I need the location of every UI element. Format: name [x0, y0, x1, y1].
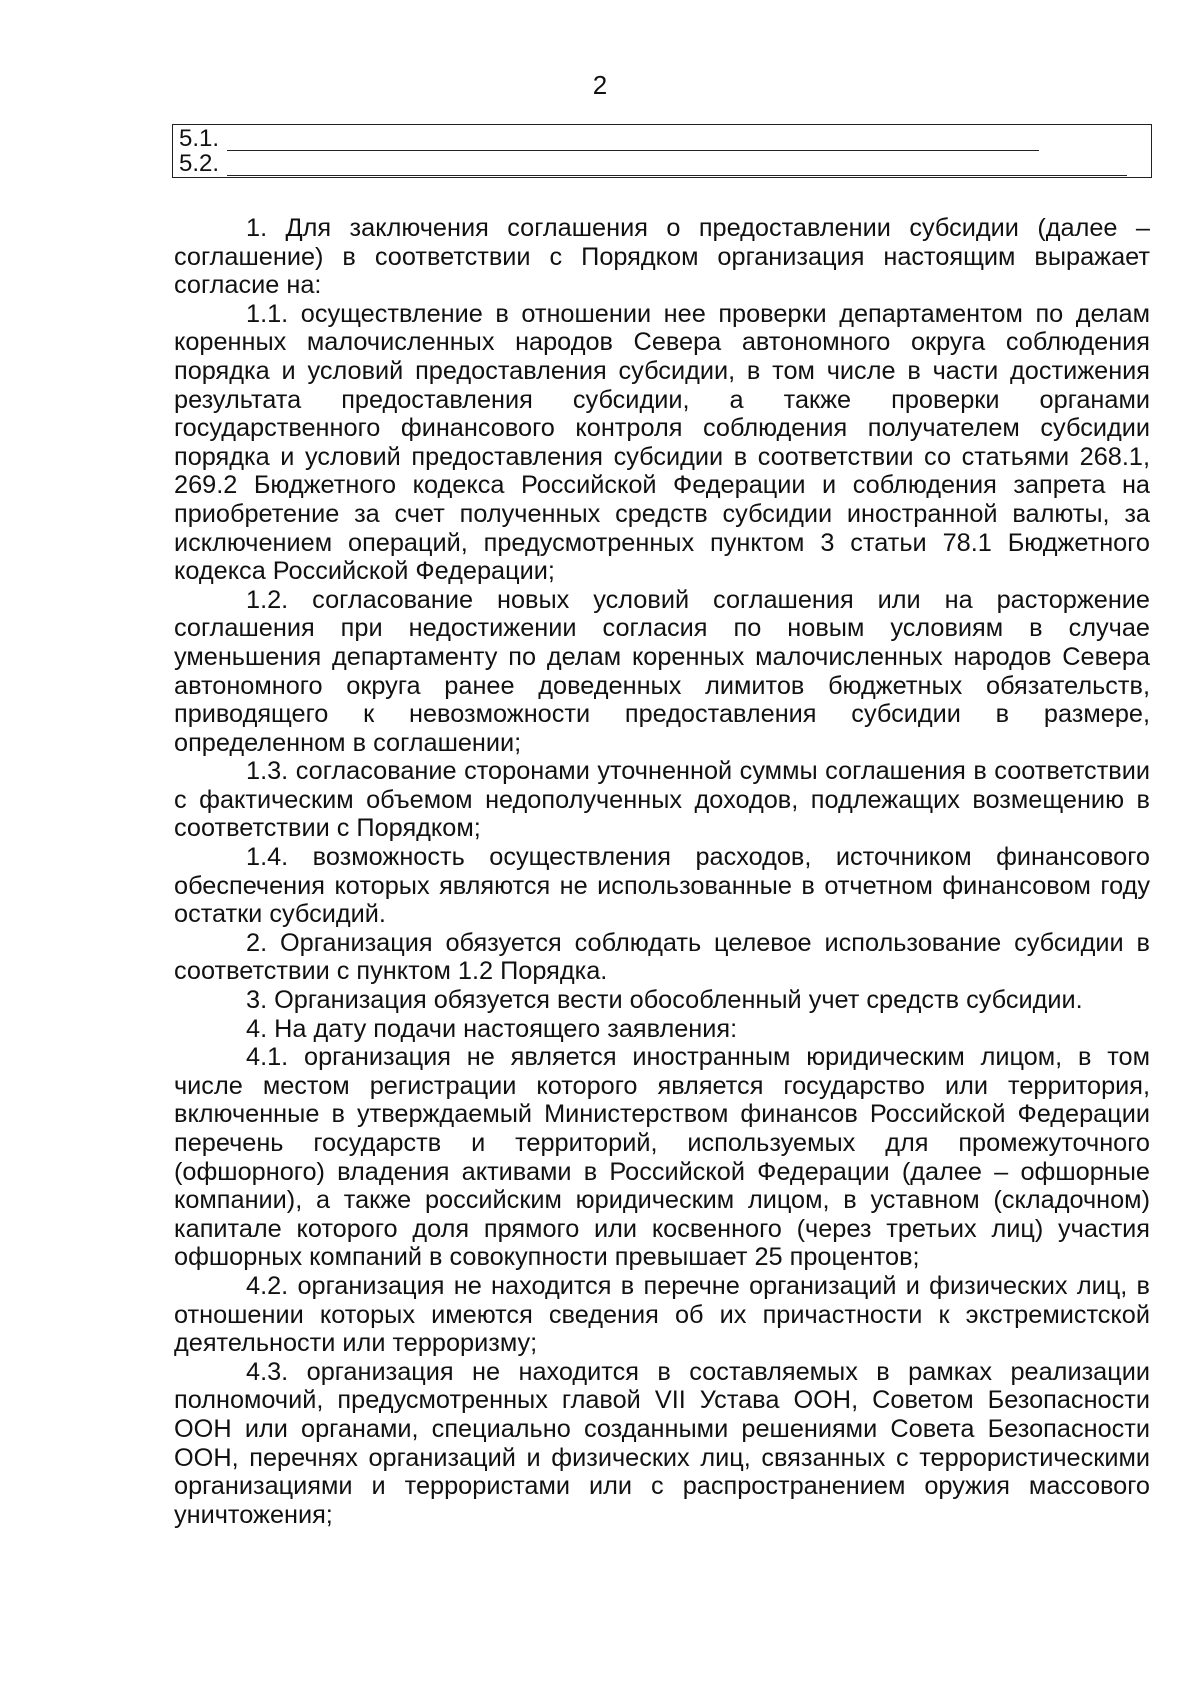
- page-number: 2: [592, 70, 608, 100]
- paragraph-4-1: 4.1. организация не является иностранным юридическим лицом, в том числе местом регистрации которого является государство или территория, включенные в утверждаемый Министерством финансов Российской Федерации перечень государств и территорий, используемых для промежуточного (офшорного) владения активами в Российской Федерации (далее – офшорные компании), а также российским юридическим лицом, в уставном (складочном) капитале которого доля прямого или косвенного (через третьих лиц) участия офшорных компаний в совокупности превышает 25 процентов;: [174, 1043, 1150, 1272]
- paragraph-1-4: 1.4. возможность осуществления расходов, источником финансового обеспечения которых являются не использованные в отчетном финансовом году остатки субсидий.: [174, 843, 1150, 929]
- paragraph-2: 2. Организация обязуется соблюдать целевое использование субсидии в соответствии с пунктом 1.2 Порядка.: [174, 928, 1150, 986]
- paragraph-4: 4. На дату подачи настоящего заявления:: [246, 1014, 738, 1043]
- paragraph-1: 1. Для заключения соглашения о предоставлении субсидии (далее – соглашение) в соответствии с Порядком организация настоящим выражает согласие на:: [174, 214, 1150, 300]
- fill-line-5-1: [179, 126, 1143, 151]
- fill-in-box: [172, 124, 1152, 178]
- paragraph-1-1: 1.1. осуществление в отношении нее проверки департаментом по делам коренных малочисленных народов Севера автономного округа соблюдения порядка и условий предоставления субсидии, в том числе в части достижения результата предоставления субсидии, а также проверки органами государственного финансового контроля соблюдения получателем субсидии порядка и условий предоставления субсидии в соответствии со статьями 268.1, 269.2 Бюджетного кодекса Российской Федерации и соблюдения запрета на приобретение за счет полученных средств субсидии иностранной валюты, за исключением операций, предусмотренных пунктом 3 статьи 78.1 Бюджетного кодекса Российской Федерации;: [174, 299, 1150, 586]
- fill-line-5-2: [179, 151, 1143, 176]
- paragraph-1-3: 1.3. согласование сторонами уточненной суммы соглашения в соответствии с фактическим объемом недополученных доходов, подлежащих возмещению в соответствии с Порядком;: [174, 757, 1150, 843]
- fill-blank-line[interactable]: [227, 156, 1127, 176]
- paragraph-1-2: 1.2. согласование новых условий соглашения или на расторжение соглашения при недостижении согласия по новым условиям в случае уменьшения департаменту по делам коренных малочисленных народов Севера автономного округа ранее доведенных лимитов бюджетных обязательств, приводящего к невозможности предоставления субсидии в размере, определенном в соглашении;: [174, 585, 1150, 757]
- fill-line-label: 5.1.: [179, 125, 220, 152]
- fill-blank-line[interactable]: [227, 131, 1039, 151]
- document-body: [174, 214, 1150, 1529]
- paragraph-4-3: 4.3. организация не находится в составляемых в рамках реализации полномочий, предусмотренных главой VII Устава ООН, Советом Безопасности ООН или органами, специально созданными решениями Совета Безопасности ООН, перечнях организаций и физических лиц, связанных с террористическими организациями и террористами или с распространением оружия массового уничтожения;: [174, 1357, 1150, 1529]
- paragraph-3: 3. Организация обязуется вести обособленный учет средств субсидии.: [246, 986, 1083, 1015]
- fill-line-label: 5.2.: [179, 150, 220, 177]
- paragraph-4-2: 4.2. организация не находится в перечне организаций и физических лиц, в отношении которых имеются сведения об их причастности к экстремистской деятельности или терроризму;: [174, 1271, 1150, 1358]
